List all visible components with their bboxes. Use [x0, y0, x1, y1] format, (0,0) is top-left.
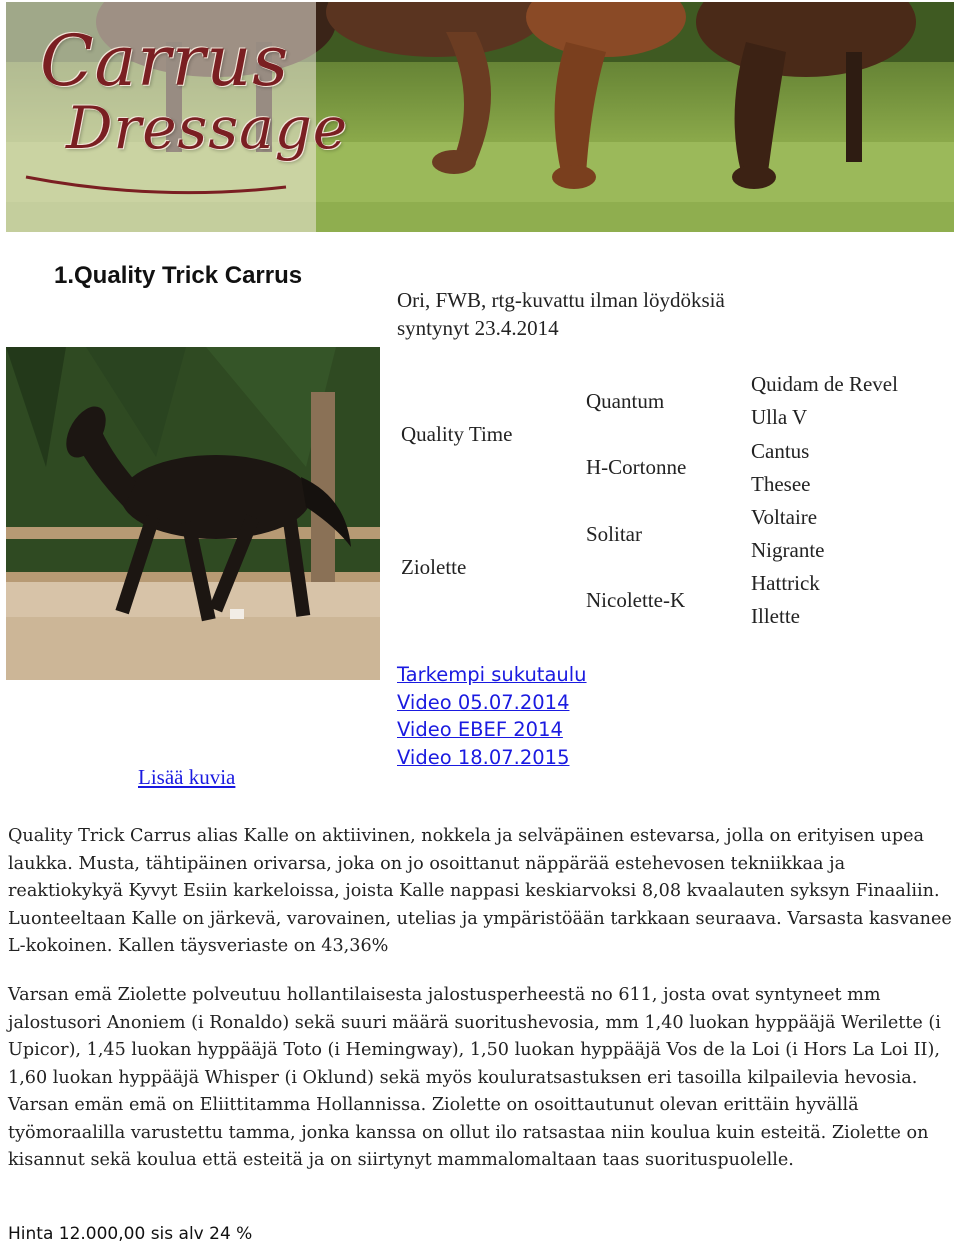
pedigree-great-grandparent: Ulla V [751, 405, 808, 429]
description-part2: Musta, tähtipäinen orivarsa, joka on jo osoittanut näppärää estehevosen tekniikkaa ja reaktiokykyä Kyvyt Esiin karkeloissa, joista Kalle nappasi keskiarvoksi 8,08 kvaalauten syksyn Finaaliin. Luonteeltaan Kalle on järkevä, varovainen, utelias ja ympäristöään tarkkaan seuraava. Varsasta kasvanee L-kokoinen. [8, 853, 952, 956]
pedigree-great-grandparent: Illette [751, 604, 800, 628]
pedigree-great-grandparent: Hattrick [751, 571, 820, 595]
horse-title: 1.Quality Trick Carrus [54, 262, 303, 289]
header-banner [6, 2, 954, 232]
pedigree-great-grandparent: Voltaire [751, 505, 818, 529]
pedigree-dam: Ziolette [401, 555, 467, 579]
description-part1: Quality Trick Carrus alias Kalle on aktiivinen, nokkela ja selväpäinen estevarsa, jolla on erityisen upea laukka. [8, 826, 925, 874]
horse-description [8, 823, 956, 961]
logo-text-dressage: Dressage [66, 94, 349, 162]
price-text: Hinta 12.000,00 sis alv 24 % [8, 1224, 253, 1244]
horse-info-breed: Ori, FWB, rtg-kuvattu ilman löydöksiä [397, 288, 725, 312]
pedigree-great-grandparent: Cantus [751, 439, 810, 463]
horse-info-birthdate: syntynyt 23.4.2014 [397, 316, 559, 340]
video-link-ebef-2014[interactable]: Video EBEF 2014 [397, 718, 563, 741]
pedigree-great-grandparent: Quidam de Revel [751, 372, 898, 396]
pedigree-grandparent: Solitar [586, 522, 642, 546]
horse-photo [6, 347, 380, 680]
pedigree-grandparent: H-Cortonne [586, 455, 687, 479]
video-link-2014-07[interactable]: Video 05.07.2014 [397, 691, 570, 714]
detailed-pedigree-link[interactable]: Tarkempi sukutaulu [397, 663, 587, 686]
pedigree-great-grandparent: Nigrante [751, 538, 825, 562]
more-pictures-link[interactable]: Lisää kuvia [138, 765, 236, 789]
dam-description: Varsan emä Ziolette polveutuu hollantilaisesta jalostusperheestä no 611, josta ovat syntyneet mm jalostusori Anoniem (i Ronaldo) sekä suuri määrä suoritushevosia, mm 1,40 luokan hyppääjä Werilette (i Upicor), 1,45 luokan hyppääjä Toto (i Hemingway), 1,50 luokan hyppääjä Vos de la Loi (i Hors La Loi II), 1,60 luokan hyppääjä Whisper (i Oklund) sekä myös kouluratsastuksen eri tasoilla kilpailevia hevosia. Varsan emän emä on Eliittitamma Hollannissa. Ziolette on osoittautunut olevan erittäin hyvällä työmoraalilla varustettu tamma, jonka kanssa on ollut ilo ratsastaa niin koulua kuin esteitä. Ziolette on kisannut sekä koulua että esteitä ja on siirtynyt mammalomaltaan taas suorituspuolelle. [8, 985, 941, 1170]
video-link-2015-07[interactable]: Video 18.07.2015 [397, 746, 570, 769]
pedigree-grandparent: Nicolette-K [586, 588, 686, 612]
pedigree-sire: Quality Time [401, 422, 513, 446]
pedigree-grandparent: Quantum [586, 389, 665, 413]
logo-text-carrus: Carrus [40, 20, 290, 102]
pedigree-great-grandparent: Thesee [751, 472, 811, 496]
description-part3: Kallen täysveriaste on 43,36% [118, 936, 389, 956]
